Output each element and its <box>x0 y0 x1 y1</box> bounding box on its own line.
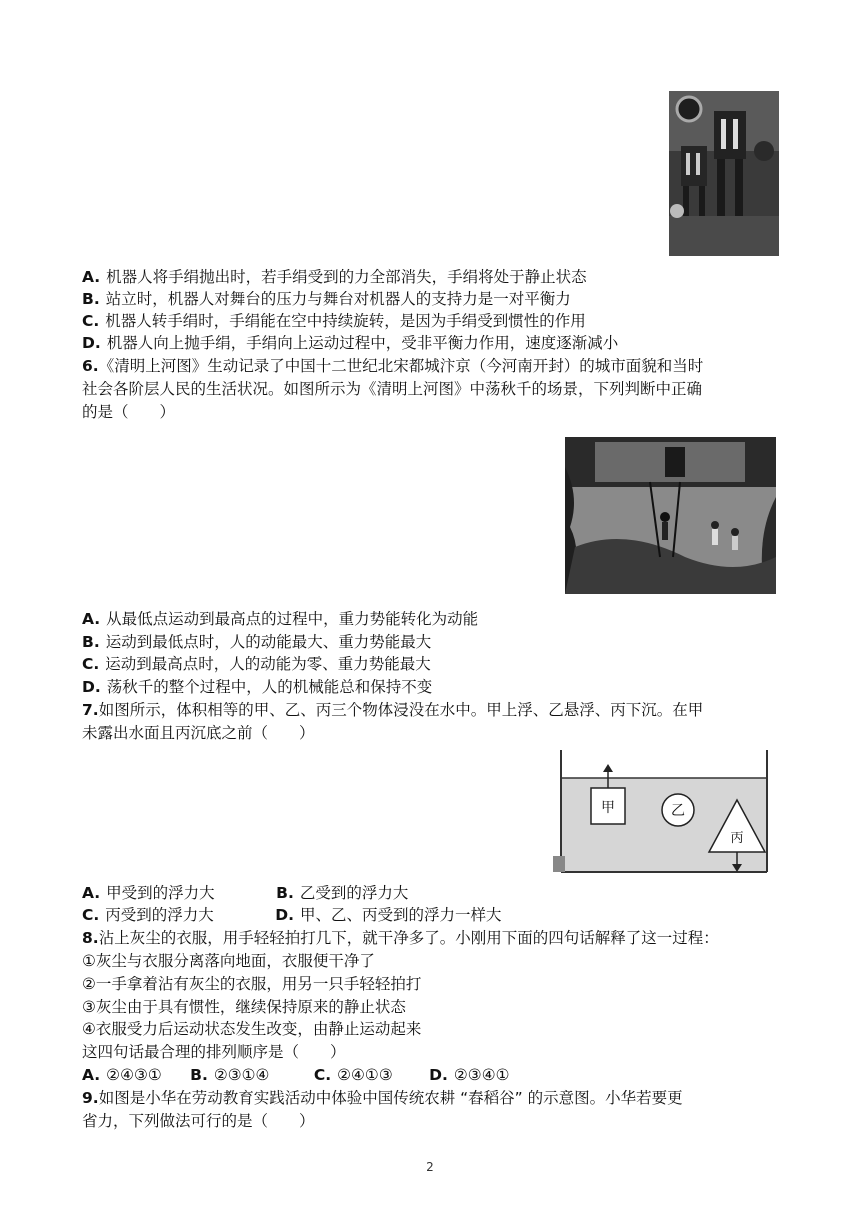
option-text: 甲受到的浮力大 <box>106 884 215 902</box>
stem-text: 如图是小华在劳动教育实践活动中体验中国传统农耕 “舂稻谷” 的示意图。小华若要更 <box>98 1089 683 1107</box>
q6-stem-line-3 <box>82 401 175 423</box>
stem-text: 如图所示，体积相等的甲、乙、丙三个物体浸没在水中。甲上浮、乙悬浮、丙下沉。在甲 <box>98 701 704 719</box>
stem-text: 社会各阶层人民的生活状况。如图所示为《清明上河图》中荡秋千的场景，下列判断中正确 <box>82 380 703 398</box>
q5-option-c <box>82 310 586 332</box>
buoyancy-diagram <box>553 748 775 876</box>
q8-options <box>82 1064 510 1086</box>
option-text: 机器人将手绢抛出时，若手绢受到的力全部消失，手绢将处于静止状态 <box>106 268 587 286</box>
option-text: 机器人转手绢时，手绢能在空中持续旋转，是因为手绢受到惯性的作用 <box>105 312 586 330</box>
option-letter: B. <box>276 884 294 902</box>
option-text: ②④③① <box>106 1066 162 1084</box>
question-number: 9. <box>82 1089 99 1107</box>
option-text: 甲、乙、丙受到的浮力一样大 <box>300 906 502 924</box>
robot-photo <box>669 91 779 256</box>
q8-stem <box>82 927 719 949</box>
option-letter: B. <box>82 290 100 308</box>
stem-text: 未露出水面且丙沉底之前（ ） <box>82 724 315 742</box>
q8-statement-2 <box>82 973 421 995</box>
option-text: 站立时，机器人对舞台的压力与舞台对机器人的支持力是一对平衡力 <box>105 290 571 308</box>
option-text: 机器人向上抛手绢，手绢向上运动过程中，受非平衡力作用，速度逐渐减小 <box>106 334 619 352</box>
q5-option-d <box>82 332 618 354</box>
q7-stem-line-1 <box>82 699 703 721</box>
option-letter: A. <box>82 268 101 286</box>
q9-stem-line-1 <box>82 1087 683 1109</box>
q6-stem-line-2 <box>82 378 702 400</box>
stem-text: 省力，下列做法可行的是（ ） <box>82 1112 315 1130</box>
option-text: 荡秋千的整个过程中，人的机械能总和保持不变 <box>106 678 433 696</box>
q5-option-b <box>82 288 571 310</box>
option-letter: D. <box>82 334 101 352</box>
statement-text: ④衣服受力后运动状态发生改变，由静止运动起来 <box>82 1020 422 1038</box>
q6-option-a <box>82 608 478 630</box>
swing-painting <box>565 437 776 594</box>
q8-statement-4 <box>82 1018 421 1040</box>
option-text: 从最低点运动到最高点的过程中，重力势能转化为动能 <box>106 610 479 628</box>
q9-stem-line-2 <box>82 1110 315 1132</box>
q6-option-d <box>82 676 432 698</box>
q7-options-row-1 <box>82 882 408 904</box>
yi-label: 乙 <box>671 803 685 819</box>
option-letter: D. <box>275 906 295 924</box>
question-number: 6. <box>82 357 99 375</box>
statement-text: ①灰尘与衣服分离落向地面，衣服便干净了 <box>82 952 375 970</box>
q5-option-a <box>82 266 587 288</box>
option-letter: A. <box>82 884 101 902</box>
option-text: 运动到最高点时，人的动能为零、重力势能最大 <box>105 655 431 673</box>
option-letter: C. <box>82 906 100 924</box>
question-text: 这四句话最合理的排列顺序是（ ） <box>82 1043 346 1061</box>
option-letter: A. <box>82 1066 101 1084</box>
option-letter: C. <box>82 655 100 673</box>
q7-options-row-2 <box>82 904 502 926</box>
stem-text: 沾上灰尘的衣服，用手轻轻拍打几下，就干净多了。小刚用下面的四句话解释了这一过程： <box>98 929 719 947</box>
question-number: 8. <box>82 929 99 947</box>
option-letter: C. <box>82 312 100 330</box>
stem-text: 的是（ ） <box>82 403 176 421</box>
q8-question <box>82 1041 346 1063</box>
option-letter: B. <box>190 1066 208 1084</box>
statement-text: ②一手拿着沾有灰尘的衣服，用另一只手轻轻拍打 <box>82 975 422 993</box>
bing-label: 丙 <box>730 831 744 846</box>
option-letter: D. <box>82 678 101 696</box>
option-text: 运动到最低点时，人的动能最大、重力势能最大 <box>105 633 432 651</box>
statement-text: ③灰尘由于具有惯性，继续保持原来的静止状态 <box>82 998 406 1016</box>
jia-label: 甲 <box>601 800 615 816</box>
q6-option-c <box>82 653 431 675</box>
q6-option-b <box>82 631 431 653</box>
question-number: 7. <box>82 701 99 719</box>
option-letter: C. <box>313 1066 332 1084</box>
option-letter: D. <box>429 1066 448 1084</box>
q8-statement-3 <box>82 996 406 1018</box>
q6-stem-line-1 <box>82 355 703 377</box>
option-text: ②④①③ <box>337 1066 393 1084</box>
option-text: ②③①④ <box>213 1066 270 1084</box>
option-text: 丙受到的浮力大 <box>105 906 214 924</box>
option-letter: B. <box>82 633 100 651</box>
option-text: 乙受到的浮力大 <box>299 884 409 902</box>
q7-stem-line-2 <box>82 722 315 744</box>
q8-statement-1 <box>82 950 375 972</box>
option-text: ②③④① <box>453 1066 510 1084</box>
option-letter: A. <box>82 610 101 628</box>
page-number: 2 <box>426 1160 434 1174</box>
stem-text: 《清明上河图》生动记录了中国十二世纪北宋都城汴京（今河南开封）的城市面貌和当时 <box>98 357 704 375</box>
